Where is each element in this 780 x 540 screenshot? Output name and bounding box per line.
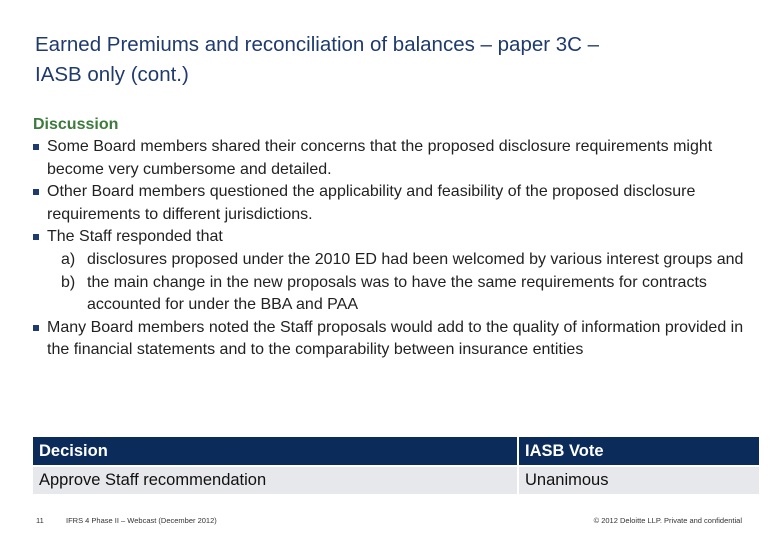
sub-item — [33, 249, 753, 272]
square-bullet-icon — [33, 189, 39, 195]
table-row — [33, 466, 759, 494]
vote-cell: Unanimous — [518, 466, 759, 494]
sub-item-text: the main change in the new proposals was to have the same requirements for contracts accounted for under the BBA and PAA — [87, 273, 707, 314]
decision-cell: Approve Staff recommendation — [33, 466, 518, 494]
bullet-text: The Staff responded that — [47, 228, 223, 246]
sub-item-label: a) — [61, 250, 76, 268]
slide-title-line-1: Earned Premiums and reconciliation of balances – paper 3C – — [35, 33, 600, 56]
discussion-section — [33, 114, 753, 362]
bullet-item — [33, 136, 753, 181]
header-iasb-vote: IASB Vote — [518, 437, 759, 466]
table-header-row — [33, 437, 759, 466]
square-bullet-icon — [33, 144, 39, 150]
bullet-text: Other Board members questioned the applicability and feasibility of the proposed disclosure requirements to different jurisdictions. — [47, 183, 696, 223]
discussion-heading: Discussion — [33, 116, 119, 133]
bullet-item — [33, 226, 753, 249]
sub-item-label: b) — [61, 273, 76, 291]
page-number: 11 — [36, 516, 44, 525]
bullet-item — [33, 317, 753, 362]
square-bullet-icon — [33, 234, 39, 240]
header-decision: Decision — [33, 437, 518, 466]
bullet-text: Many Board members noted the Staff proposals would add to the quality of information provided in the financial statements and to the comparability between insurance entities — [47, 318, 744, 359]
footer-copyright: © 2012 Deloitte LLP. Private and confidential — [593, 516, 742, 525]
slide-title — [35, 30, 765, 90]
slide-title-line-2: IASB only (cont.) — [35, 63, 189, 86]
sub-item-text: disclosures proposed under the 2010 ED had been welcomed by various interest groups and — [87, 250, 744, 268]
sub-item — [33, 272, 753, 317]
bullet-text: Some Board members shared their concerns that the proposed disclosure requirements might become very cumbersome and detailed. — [47, 138, 713, 178]
footer-webcast: IFRS 4 Phase II – Webcast (December 2012) — [66, 516, 217, 525]
decision-table — [33, 437, 759, 494]
square-bullet-icon — [33, 325, 39, 331]
bullet-item — [33, 181, 753, 226]
